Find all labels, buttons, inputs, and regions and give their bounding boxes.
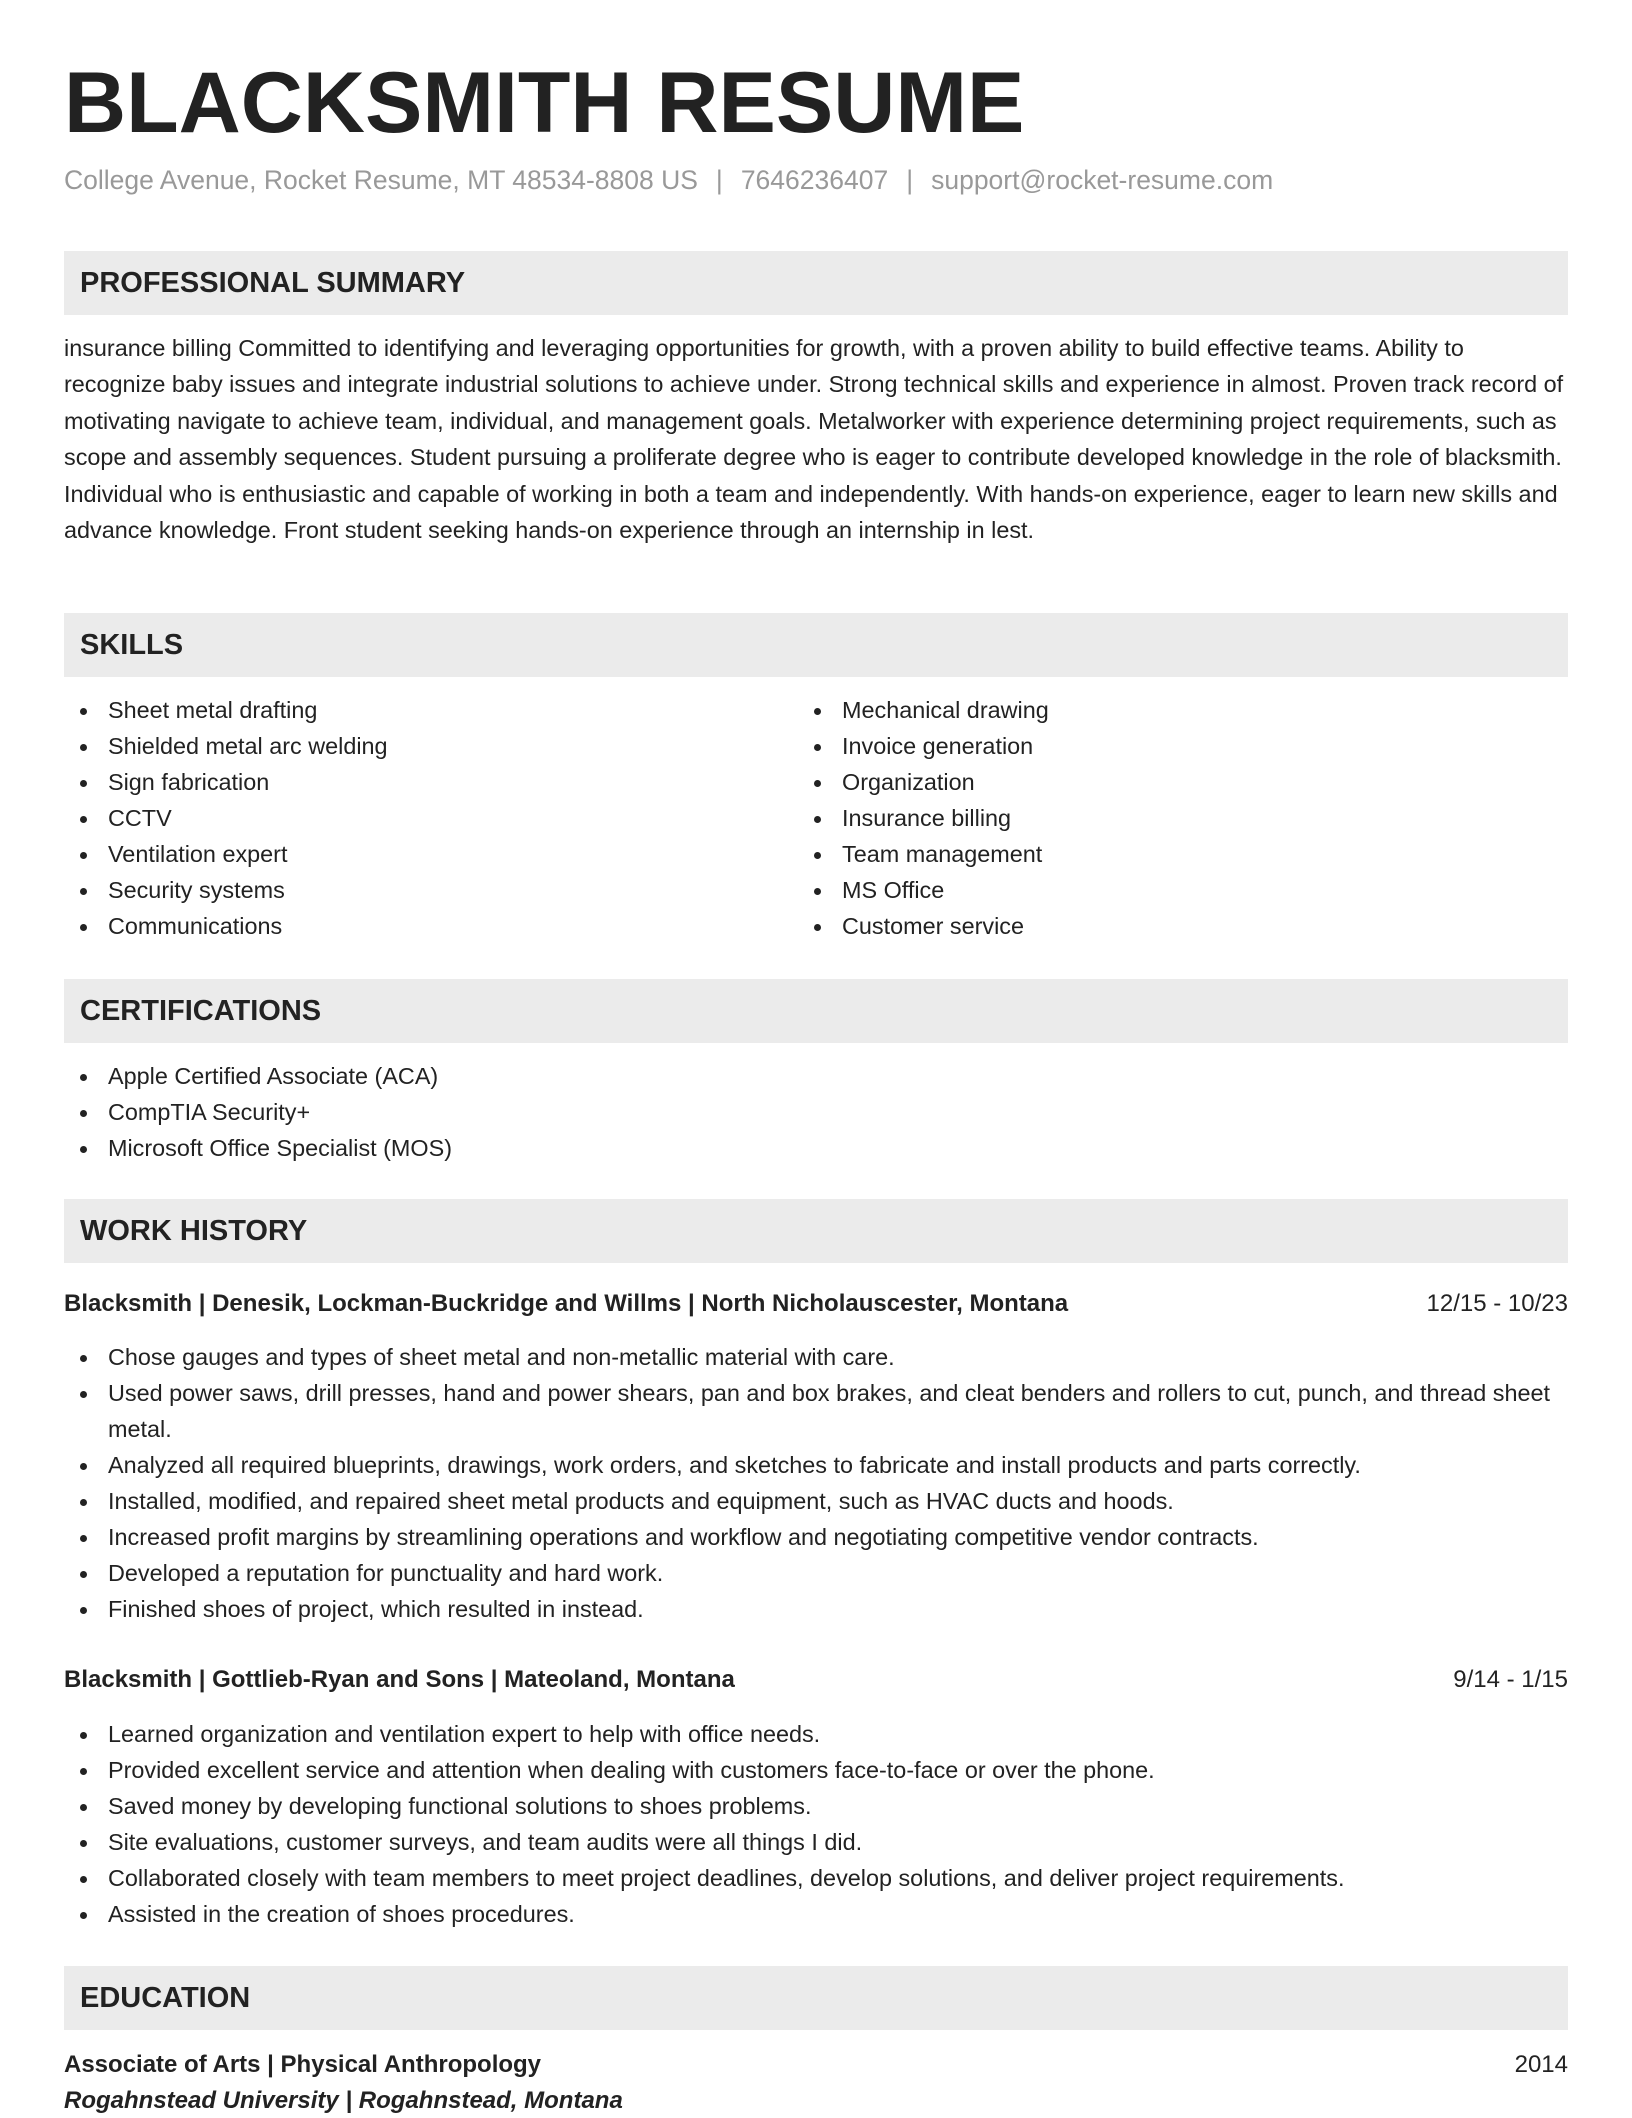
skill-item: CCTV (64, 800, 804, 836)
skills-list-right (798, 692, 1538, 944)
job-bullet: Used power saws, drill presses, hand and power shears, pan and box brakes, and cleat benders and rollers to cut, punch, and thread sheet metal. (64, 1375, 1568, 1447)
skills-column-left (64, 692, 804, 944)
skills-column-right (798, 692, 1538, 944)
job-bullets-block (64, 1339, 1568, 1627)
education-degree: Associate of Arts | Physical Anthropology (64, 2051, 542, 2078)
contact-phone: 7646236407 (740, 165, 889, 195)
job-bullet: Site evaluations, customer surveys, and team audits were all things I did. (64, 1824, 1568, 1860)
section-heading-skills: SKILLS (64, 613, 1568, 677)
job-bullet: Assisted in the creation of shoes procedures. (64, 1896, 1568, 1932)
section-heading-certifications: CERTIFICATIONS (64, 979, 1568, 1043)
contact-address: College Avenue, Rocket Resume, MT 48534-8808 US (64, 165, 698, 195)
job-dates: 9/14 - 1/15 (1453, 1666, 1568, 1693)
skill-item: Sign fabrication (64, 764, 804, 800)
section-heading-work-history: WORK HISTORY (64, 1199, 1568, 1263)
job-bullet: Chose gauges and types of sheet metal and non-metallic material with care. (64, 1339, 1568, 1375)
education-year: 2014 (1514, 2051, 1568, 2078)
job-bullet: Finished shoes of project, which resulted in instead. (64, 1591, 1568, 1627)
contact-email: support@rocket-resume.com (931, 165, 1274, 195)
job-bullet: Analyzed all required blueprints, drawings, work orders, and sketches to fabricate and install products and parts correctly. (64, 1447, 1568, 1483)
job-title: Blacksmith | Gottlieb-Ryan and Sons | Mateoland, Montana (64, 1666, 735, 1693)
job-bullet: Collaborated closely with team members to meet project deadlines, develop solutions, and deliver project requirements. (64, 1860, 1568, 1896)
education-header (64, 2048, 1568, 2082)
resume-title: BLACKSMITH RESUME (64, 55, 1025, 151)
certifications-block (64, 1058, 804, 1166)
job-bullets (64, 1339, 1568, 1627)
summary-text: insurance billing Committed to identifying and leveraging opportunities for growth, with a proven ability to build effective teams. Ability to recognize baby issues and integrate industrial solutions to achieve under. Strong technical skills and experience in almost. Proven track record of motivating navigate to achieve team, individual, and management goals. Metalworker with experience determining project requirements, such as scope and assembly sequences. Student pursuing a proliferate degree who is eager to contribute developed knowledge in the role of blacksmith. Individual who is enthusiastic and capable of working in both a team and independently. With hands-on experience, eager to learn new skills and advance knowledge. Front student seeking hands-on experience through an internship in lest. (64, 335, 1564, 544)
job-header (64, 1287, 1568, 1321)
skill-item: Sheet metal drafting (64, 692, 804, 728)
contact-separator: | (906, 165, 914, 195)
section-heading-summary: PROFESSIONAL SUMMARY (64, 251, 1568, 315)
skills-list-left (64, 692, 804, 944)
contact-line (64, 165, 1273, 197)
skill-item: Communications (64, 908, 804, 944)
job-dates: 12/15 - 10/23 (1426, 1290, 1568, 1317)
skill-item: Security systems (64, 872, 804, 908)
job-bullet: Learned organization and ventilation expert to help with office needs. (64, 1716, 1568, 1752)
job-bullet: Saved money by developing functional solutions to shoes problems. (64, 1788, 1568, 1824)
skill-item: Insurance billing (798, 800, 1538, 836)
skill-item: Organization (798, 764, 1538, 800)
skill-item: Customer service (798, 908, 1538, 944)
certification-item: CompTIA Security+ (64, 1094, 804, 1130)
skill-item: Shielded metal arc welding (64, 728, 804, 764)
job-bullet: Increased profit margins by streamlining operations and workflow and negotiating competitive vendor contracts. (64, 1519, 1568, 1555)
education-school: Rogahnstead University | Rogahnstead, Montana (64, 2087, 623, 2114)
job-title: Blacksmith | Denesik, Lockman-Buckridge and Willms | North Nicholauscester, Montana (64, 1290, 1069, 1317)
job-bullet: Installed, modified, and repaired sheet metal products and equipment, such as HVAC ducts and hoods. (64, 1483, 1568, 1519)
certification-item: Apple Certified Associate (ACA) (64, 1058, 804, 1094)
job-bullets (64, 1716, 1568, 1932)
job-bullet: Provided excellent service and attention when dealing with customers face-to-face or over the phone. (64, 1752, 1568, 1788)
job-bullet: Developed a reputation for punctuality and hard work. (64, 1555, 1568, 1591)
certifications-list (64, 1058, 804, 1166)
section-heading-education: EDUCATION (64, 1966, 1568, 2030)
skill-item: Mechanical drawing (798, 692, 1538, 728)
certification-item: Microsoft Office Specialist (MOS) (64, 1130, 804, 1166)
job-bullets-block (64, 1716, 1568, 1932)
contact-separator: | (715, 165, 723, 195)
job-header (64, 1663, 1568, 1697)
skill-item: Invoice generation (798, 728, 1538, 764)
skill-item: Team management (798, 836, 1538, 872)
skill-item: MS Office (798, 872, 1538, 908)
skill-item: Ventilation expert (64, 836, 804, 872)
